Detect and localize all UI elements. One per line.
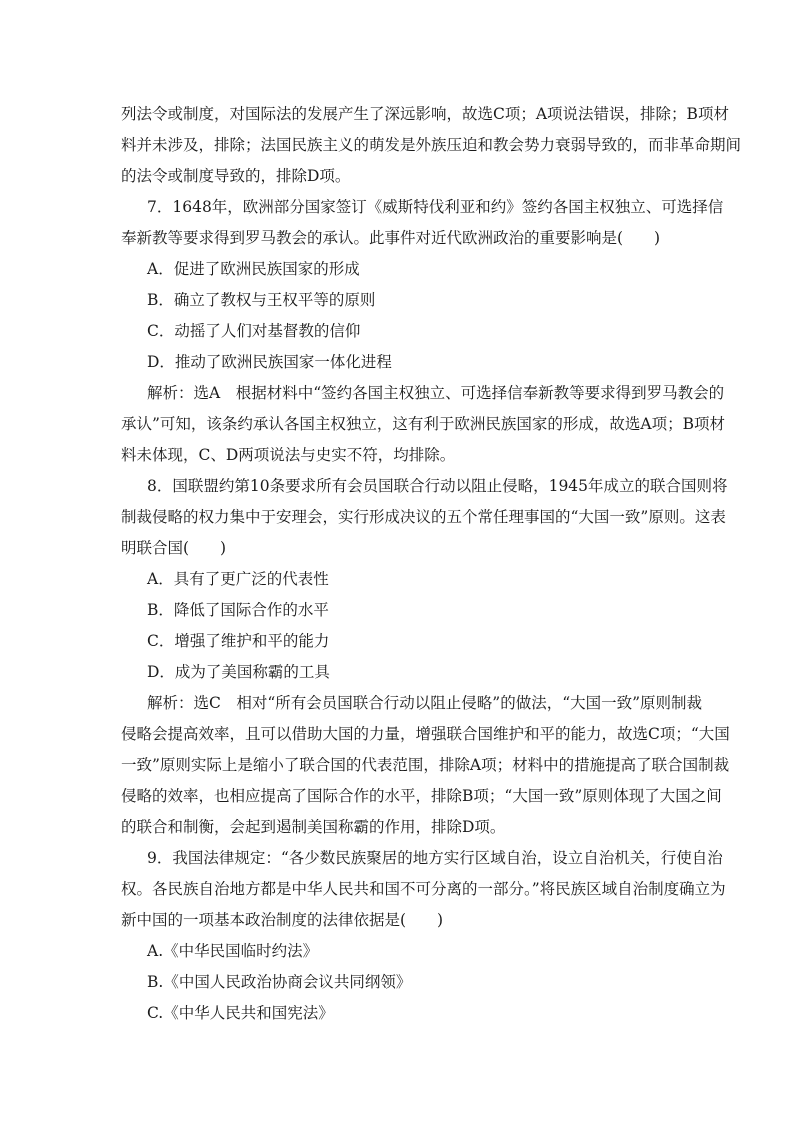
question-7-stem: 7．1648年，欧洲部分国家签订《威斯特伐利亚和约》签约各国主权独立、可选择信 — [147, 198, 724, 216]
question-8-analysis: 解析：选C 相对“所有会员国联合行动以阻止侵略”的做法，“大国一致”原则制裁 — [147, 694, 703, 712]
question-8-option-a: A．具有了更广泛的代表性 — [147, 570, 329, 588]
question-7-analysis: 解析：选A 根据材料中“签约各国主权独立、可选择信奉新教等要求得到罗马教会的 — [147, 384, 725, 402]
question-8-option-b: B．降低了国际合作的水平 — [147, 601, 329, 619]
question-7-option-d: D．推动了欧洲民族国家一体化进程 — [147, 353, 392, 371]
question-7-option-a: A．促进了欧洲民族国家的形成 — [147, 260, 360, 278]
text-line: 料并未涉及，排除；法国民族主义的萌发是外族压迫和教会势力衰弱导致的，而非革命期间 — [121, 136, 742, 154]
question-7-stem-cont: 奉新教等要求得到罗马教会的承认。此事件对近代欧洲政治的重要影响是( ) — [121, 229, 661, 247]
question-7-analysis-cont: 料未体现，C、D两项说法与史实不符，均排除。 — [121, 446, 456, 464]
question-8-analysis-cont: 的联合和制衡，会起到遏制美国称霸的作用，排除D项。 — [121, 818, 506, 836]
question-9-stem-cont: 新中国的一项基本政治制度的法律依据是( ) — [121, 911, 444, 929]
question-8-analysis-cont: 一致”原则实际上是缩小了联合国的代表范围，排除A项；材料中的措施提高了联合国制裁 — [121, 756, 730, 774]
question-7-analysis-cont: 承认”可知，该条约承认各国主权独立，这有利于欧洲民族国家的形成，故选A项；B项材 — [121, 415, 726, 433]
question-9-stem-cont: 权。各民族自治地方都是中华人民共和国不可分离的一部分。”将民族区域自治制度确立为 — [121, 880, 726, 898]
question-9-option-b: B.《中国人民政治协商会议共同纲领》 — [147, 973, 412, 991]
question-9-stem: 9．我国法律规定：“各少数民族聚居的地方实行区域自治，设立自治机关，行使自治 — [147, 849, 723, 867]
text-line: 的法令或制度导致的，排除D项。 — [121, 167, 351, 185]
question-8-analysis-cont: 侵略会提高效率，且可以借助大国的力量，增强联合国维护和平的能力，故选C项；“大国 — [121, 725, 730, 743]
question-7-option-b: B．确立了教权与王权平等的原则 — [147, 291, 376, 309]
question-9-option-a: A.《中华民国临时约法》 — [147, 942, 319, 960]
question-8-stem-cont: 明联合国( ) — [121, 539, 227, 557]
question-9-option-c: C.《中华人民共和国宪法》 — [147, 1004, 334, 1022]
text-line: 列法令或制度，对国际法的发展产生了深远影响，故选C项；A项说法错误，排除；B项材 — [121, 105, 729, 123]
question-8-stem-cont: 制裁侵略的权力集中于安理会，实行形成决议的五个常任理事国的“大国一致”原则。这表 — [121, 508, 726, 526]
question-8-analysis-cont: 侵略的效率，也相应提高了国际合作的水平，排除B项；“大国一致”原则体现了大国之间 — [121, 787, 722, 805]
question-8-option-c: C．增强了维护和平的能力 — [147, 632, 330, 650]
question-8-option-d: D．成为了美国称霸的工具 — [147, 663, 330, 681]
question-8-stem: 8．国联盟约第10条要求所有会员国联合行动以阻止侵略，1945年成立的联合国则将 — [147, 477, 728, 495]
question-7-option-c: C．动摇了人们对基督教的信仰 — [147, 322, 361, 340]
